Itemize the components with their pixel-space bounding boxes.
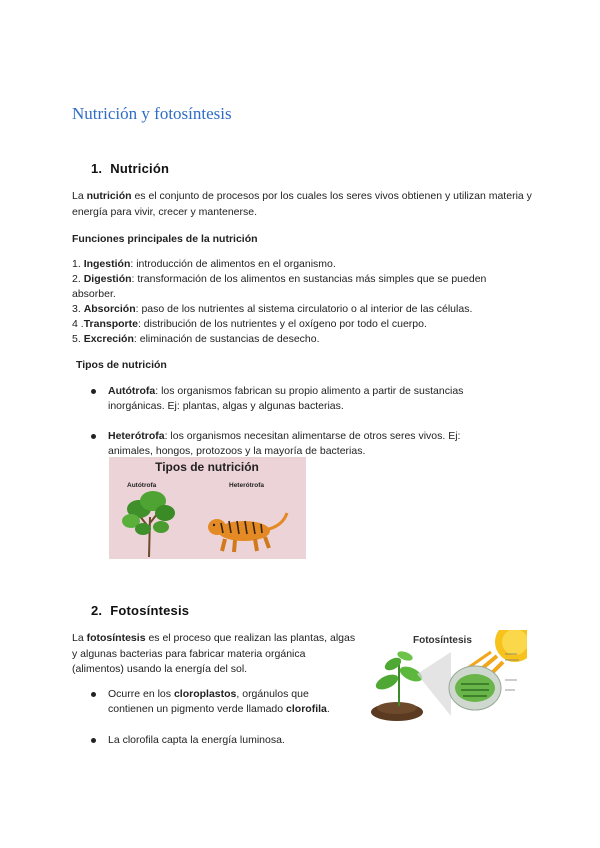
section-title: Nutrición: [110, 161, 170, 176]
chloroplast-icon: [449, 666, 501, 710]
function-item: 4 .Transporte: distribución de los nutrientes y el oxígeno por todo el cuerpo.: [72, 318, 427, 330]
intro-text-rest: es el proceso que realizan las plantas, algas y algunas bacterias para fabricar materia orgánica (alimentos) usando la energía del sol.: [72, 632, 356, 675]
section-title: Fotosíntesis: [110, 603, 190, 618]
list-item: Autótrofa: los organismos fabrican su propio alimento a partir de sustancias inorgánicas. Ej: plantas, algas y algunas bacterias.: [88, 384, 508, 414]
fotosintesis-bullet-2: [88, 733, 356, 748]
function-item: 3. Absorción: paso de los nutrientes al sistema circulatorio o al interior de las células.: [72, 303, 473, 315]
figure-title: Tipos de nutrición: [155, 460, 259, 474]
types-list-heterotrofa: [88, 429, 508, 459]
functions-list: [72, 257, 532, 347]
intro-text-pre: La: [72, 190, 87, 202]
figure-label-autotrofa: Autótrofa: [127, 482, 157, 489]
list-item: Heterótrofa: los organismos necesitan alimentarse de otros seres vivos. Ej: animales, hongos, protozoos y la mayoría de bacterias.: [88, 429, 508, 459]
section-heading-nutricion: [91, 161, 169, 176]
fotosintesis-bullet-1: [88, 687, 356, 717]
intro-term: nutrición: [86, 190, 132, 202]
section-heading-fotosintesis: [91, 603, 189, 618]
functions-title: Funciones principales de la nutrición: [72, 233, 258, 245]
list-item: Ocurre en los cloroplastos, orgánulos que contienen un pigmento verde llamado clorofila.: [88, 687, 356, 717]
function-item: 2. Digestión: transformación de los alimentos en sustancias más simples que se pueden absorber.: [72, 273, 487, 300]
figure-label-heterotrofa: Heterótrofa: [229, 482, 265, 489]
bullet-icon: [91, 389, 96, 394]
document-title: Nutrición y fotosíntesis: [72, 104, 232, 123]
types-list-autotrofa: [88, 384, 508, 414]
function-item: 5. Excreción: eliminación de sustancias de desecho.: [72, 333, 320, 345]
list-item: La clorofila capta la energía luminosa.: [88, 733, 356, 748]
bullet-icon: [91, 738, 96, 743]
nutrition-types-figure: [109, 457, 306, 559]
photosynthesis-figure: [365, 630, 527, 722]
intro-text-rest: es el conjunto de procesos por los cuales los seres vivos obtienen y utilizan materia y energía para vivir, crecer y mantenerse.: [72, 190, 532, 218]
nutricion-intro: [72, 189, 532, 220]
fotosintesis-intro: [72, 631, 356, 678]
intro-text-pre: La: [72, 632, 87, 644]
section-number: 2.: [91, 603, 103, 618]
function-item: 1. Ingestión: introducción de alimentos en el organismo.: [72, 258, 336, 270]
bullet-icon: [91, 434, 96, 439]
figure-title: Fotosíntesis: [413, 635, 472, 646]
bullet-icon: [91, 692, 96, 697]
intro-term: fotosíntesis: [86, 632, 146, 644]
section-number: 1.: [91, 161, 103, 176]
types-title: Tipos de nutrición: [76, 359, 167, 371]
